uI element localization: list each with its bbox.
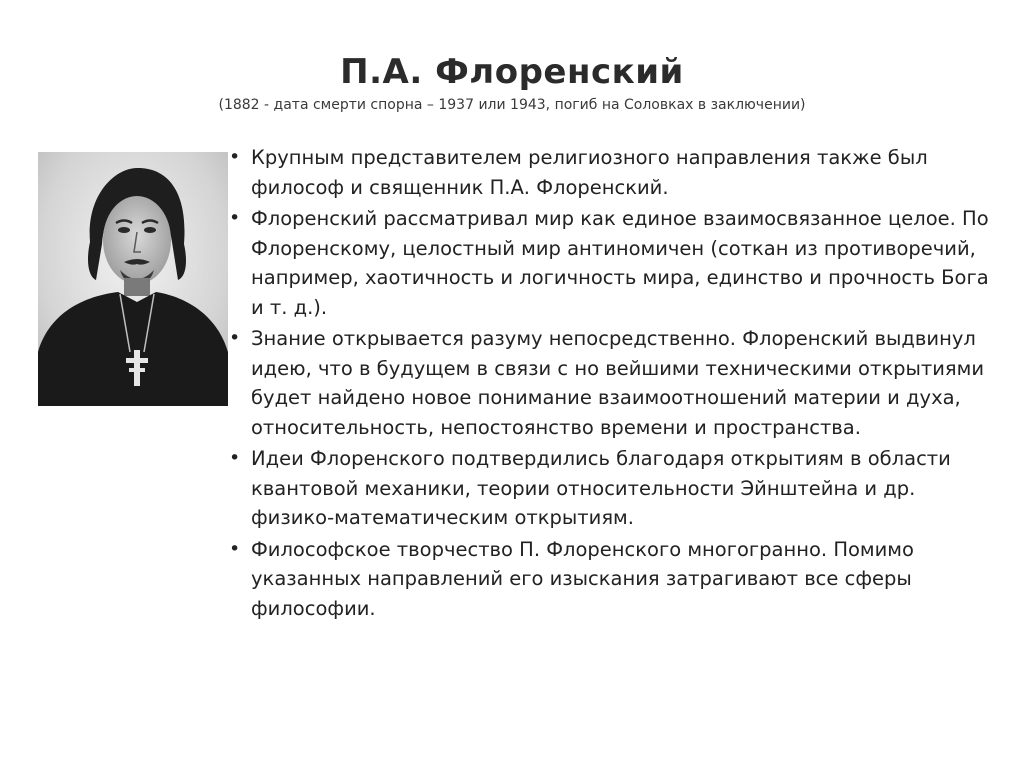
bullet-text: Знание открывается разуму непосредственно. Флоренский выдвинул идею, что в будущем в связи с но вейшими техническими открытиями будет найдено новое понимание взаимоотношений материи и духа, относительность, непостоянство времени и пространства. (251, 327, 985, 439)
bullet-text: Крупным представителем религиозного направления также был философ и священник П.А. Флоренский. (251, 146, 928, 199)
bullet-dot-icon: • (229, 537, 241, 560)
bullet-text: Философское творчество П. Флоренского многогранно. Помимо указанных направлений его изыскания затрагивают все сферы философии. (251, 537, 914, 620)
bullet-list (229, 143, 999, 625)
bullet-item (229, 535, 999, 624)
slide-title: П.А. Флоренский (340, 52, 684, 92)
bullet-text: Флоренский рассматривал мир как единое взаимосвязанное целое. По Флоренскому, целостный мир антиномичен (соткан из противоречий, например, хаотичность и логичность мира, единство и прочность Бога и т. д.). (251, 207, 989, 319)
slide-subtitle: (1882 - дата смерти спорна – 1937 или 1943, погиб на Соловках в заключении) (218, 97, 806, 113)
portrait-photo (38, 152, 228, 406)
bullet-dot-icon: • (229, 207, 241, 229)
bullet-item (229, 444, 999, 533)
portrait-illustration (38, 152, 228, 406)
bullet-item (229, 324, 999, 442)
bullet-dot-icon: • (229, 146, 241, 168)
bullet-dot-icon: • (229, 447, 241, 469)
bullet-item (229, 204, 999, 322)
bullet-text: Идеи Флоренского подтвердились благодаря открытиям в области квантовой механики, теории относительности Эйнштейна и др. физико-математическим открытиям. (251, 447, 951, 529)
bullet-dot-icon: • (229, 327, 241, 349)
bullet-item (229, 143, 999, 202)
